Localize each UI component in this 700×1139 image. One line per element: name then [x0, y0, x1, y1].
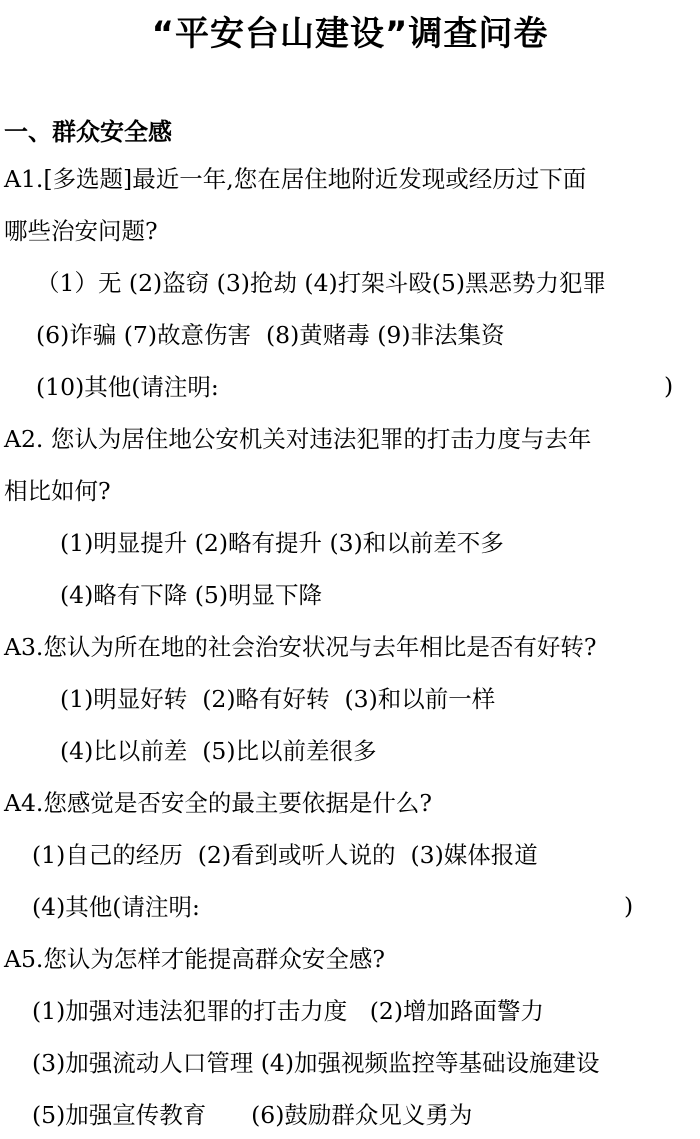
- question-a4-line-1: A4.您感觉是否安全的最主要依据是什么?: [4, 789, 432, 817]
- question-a5-options-2: (3)加强流动人口管理 (4)加强视频监控等基础设施建设: [32, 1049, 600, 1077]
- question-a5-options-1: (1)加强对违法犯罪的打击力度 (2)增加路面警力: [32, 997, 544, 1025]
- question-a1-options-2: (6)诈骗 (7)故意伤害 (8)黄赌毒 (9)非法集资: [36, 321, 505, 349]
- question-a2-line-2: 相比如何?: [4, 477, 111, 505]
- question-a1-line-2: 哪些治安问题?: [4, 217, 158, 245]
- question-a3-options-1: (1)明显好转 (2)略有好转 (3)和以前一样: [60, 685, 496, 713]
- question-a1-options-3: (10)其他(请注明:: [36, 373, 219, 401]
- question-a2-line-1: A2. 您认为居住地公安机关对违法犯罪的打击力度与去年: [4, 425, 592, 453]
- document-title: “平安台山建设”调查问卷: [151, 14, 549, 54]
- question-a4-close-paren: ): [624, 892, 634, 920]
- question-a1-close-paren: ): [664, 372, 674, 400]
- question-a1-line-1: A1.[多选题]最近一年,您在居住地附近发现或经历过下面: [4, 165, 587, 193]
- question-a2-options-2: (4)略有下降 (5)明显下降: [60, 581, 323, 609]
- question-a3-options-2: (4)比以前差 (5)比以前差很多: [60, 737, 377, 765]
- question-a5-line-1: A5.您认为怎样才能提高群众安全感?: [4, 945, 385, 973]
- section-heading: 一、群众安全感: [4, 118, 172, 146]
- question-a1-options-1: （1）无 (2)盗窃 (3)抢劫 (4)打架斗殴(5)黑恶势力犯罪: [36, 269, 607, 297]
- question-a4-options-2: (4)其他(请注明:: [32, 893, 200, 921]
- question-a3-line-1: A3.您认为所在地的社会治安状况与去年相比是否有好转?: [4, 633, 597, 661]
- question-a4-options-1: (1)自己的经历 (2)看到或听人说的 (3)媒体报道: [32, 841, 538, 869]
- question-a2-options-1: (1)明显提升 (2)略有提升 (3)和以前差不多: [60, 529, 504, 557]
- question-a5-options-3: (5)加强宣传教育 (6)鼓励群众见义勇为: [32, 1101, 473, 1129]
